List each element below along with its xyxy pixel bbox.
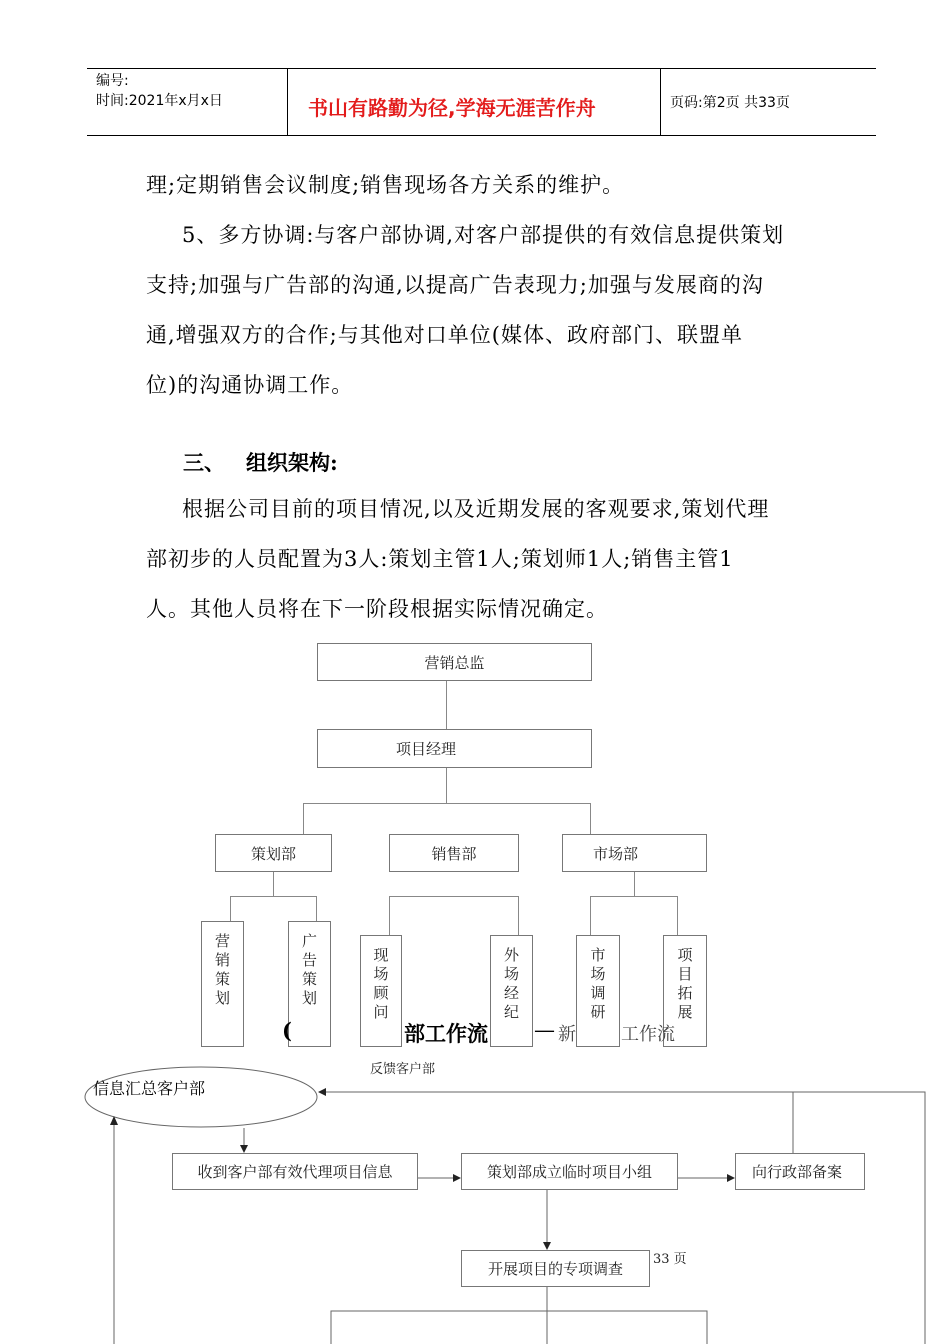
page-footer-number: 33 页: [653, 1252, 687, 1267]
org-box-sales-onsite: 现 场 顾 问: [360, 935, 402, 1047]
org-box-manager: 项目经理: [317, 729, 592, 768]
org-box-market-research: 市 场 调 研: [576, 935, 620, 1047]
doc-code-label: 编号:: [96, 73, 129, 89]
header-motto: 书山有路勤为径,学海无涯苦作舟: [308, 96, 596, 120]
org-box-planning-marketing: 营 销 策 划: [201, 921, 244, 1047]
org-box-sales-field: 外 场 经 纪: [490, 935, 533, 1047]
org-box-market-expansion: 项 目 拓 展: [663, 935, 707, 1047]
flow-feedback-label: 反馈客户部: [370, 1062, 436, 1077]
flow-step-admin-record: 向行政部备案: [735, 1153, 865, 1190]
body-line-6: 根据公司目前的项目情况,以及近期发展的客观要求,策划代理: [182, 497, 770, 521]
overlap-left-paren: (: [282, 1018, 292, 1043]
overlap-heading-fragment: 部工作流: [404, 1021, 488, 1046]
connector-planning-left: [230, 896, 231, 922]
flow-step1-step2-arrow: [453, 1174, 461, 1182]
doc-time-label: 时间:2021年x月x日: [96, 93, 223, 109]
org-box-dept-sales: 销售部: [389, 834, 519, 872]
org-box-dept-market: 市场部: [562, 834, 707, 872]
overlap-workflow: 工作流: [621, 1024, 675, 1045]
flow-feedback-arrow: [318, 1088, 326, 1096]
section-heading-title: 组织架构:: [246, 450, 338, 475]
connector-sales-right: [518, 896, 519, 936]
body-line-8: 人。其他人员将在下一阶段根据实际情况确定。: [146, 597, 608, 621]
header-divider-right: [660, 68, 661, 136]
connector-director-manager: [446, 680, 447, 730]
connector-planning-up: [273, 872, 274, 897]
connector-market-right: [677, 896, 678, 936]
header-top-rule: [87, 68, 876, 69]
flow-step-receive-info: 收到客户部有效代理项目信息: [172, 1153, 418, 1190]
overlap-dash: —: [534, 1018, 555, 1042]
body-line-7: 部初步的人员配置为3人:策划主管1人;策划师1人;销售主管1: [146, 547, 734, 571]
header-divider-left: [287, 68, 288, 136]
connector-dept-3: [590, 803, 591, 836]
connector-manager-down: [446, 767, 447, 804]
org-box-planning-advertising: 广 告 策 划: [288, 921, 331, 1047]
flow-step-survey: 开展项目的专项调查: [461, 1250, 650, 1287]
flow-step2-step4-arrow: [543, 1242, 551, 1250]
page-number-label: 页码:第2页 共33页: [670, 95, 790, 111]
flow-step-form-team: 策划部成立临时项目小组: [461, 1153, 678, 1190]
body-line-4: 通,增强双方的合作;与其他对口单位(媒体、政府部门、联盟单: [146, 323, 743, 347]
body-line-5: 位)的沟通协调工作。: [146, 373, 354, 397]
flow-left-return-arrow: [110, 1116, 118, 1125]
connector-market-left: [590, 896, 591, 936]
overlap-new: 新: [558, 1024, 576, 1045]
connector-dept-1: [303, 803, 304, 836]
flow-feedback-line: [320, 1092, 925, 1344]
connector-planning-right: [316, 896, 317, 922]
body-line-2: 5、多方协调:与客户部协调,对客户部提供的有效信息提供策划: [182, 223, 785, 247]
flow-bottom-box-partial: [331, 1311, 707, 1344]
flow-ellipse-label: 信息汇总客户部: [93, 1079, 206, 1098]
body-line-1: 理;定期销售会议制度;销售现场各方关系的维护。: [146, 173, 625, 197]
connector-sales-left: [389, 896, 390, 936]
connector-dept-bar: [303, 803, 591, 804]
section-heading-number: 三、: [183, 450, 225, 475]
org-box-dept-planning: 策划部: [215, 834, 332, 872]
header-bottom-rule: [87, 135, 876, 136]
flow-step2-step3-arrow: [727, 1174, 735, 1182]
org-box-director: 营销总监: [317, 643, 592, 681]
flow-ellipse-step1-arrow: [240, 1145, 248, 1153]
body-line-3: 支持;加强与广告部的沟通,以提高广告表现力;加强与发展商的沟: [146, 273, 764, 297]
connector-market-up: [634, 872, 635, 897]
connector-sales-bar: [389, 896, 519, 897]
